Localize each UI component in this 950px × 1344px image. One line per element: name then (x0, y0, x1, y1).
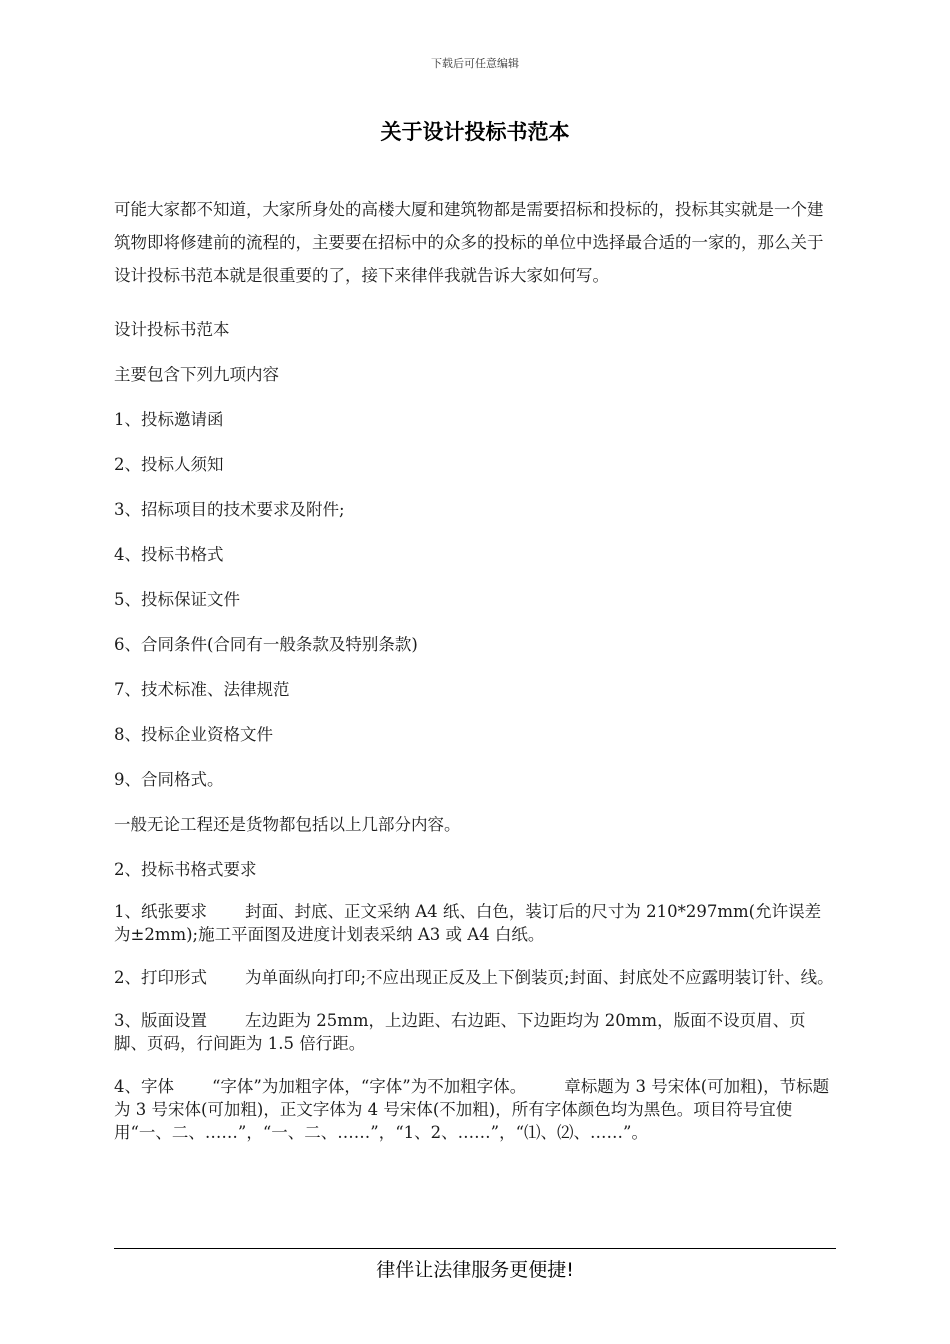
footer-divider (114, 1248, 836, 1249)
document-title: 关于设计投标书范本 (380, 120, 570, 144)
requirement-text-continued: 章标题为 3 号宋体(可加粗)，节标题为 3 号宋体(可加粗)，正文字体为 4 号宋体(不加粗)，所有字体颜色均为黑色。项目符号宜使用“一、二、……”，“一、二、……”，“1、2、……”，“⑴、⑵、……”。 (114, 1077, 830, 1142)
list-item: 6、合同条件(合同有一般条款及特别条款) (114, 635, 418, 654)
summary-line: 一般无论工程还是货物都包括以上几部分内容。 (114, 815, 461, 834)
list-item: 3、招标项目的技术要求及附件; (114, 500, 345, 519)
list-item: 7、技术标准、法律规范 (114, 680, 290, 699)
list-item: 5、投标保证文件 (114, 590, 240, 609)
page-header: 下载后可任意编辑 (431, 57, 519, 70)
requirement-label: 1、纸张要求 (114, 902, 207, 921)
footer-slogan: 律伴让法律服务更便捷! (376, 1259, 574, 1281)
requirement-paper (114, 900, 834, 946)
list-item: 9、合同格式。 (114, 770, 224, 789)
requirement-label: 4、字体 (114, 1077, 174, 1096)
list-item: 1、投标邀请函 (114, 410, 224, 429)
requirement-font (114, 1075, 834, 1144)
section-title: 设计投标书范本 (114, 320, 230, 339)
requirement-print (114, 966, 834, 989)
requirement-label: 3、版面设置 (114, 1011, 207, 1030)
list-item: 8、投标企业资格文件 (114, 725, 273, 744)
list-item: 2、投标人须知 (114, 455, 224, 474)
document-body (114, 193, 834, 1144)
requirement-text: 为单面纵向打印;不应出现正反及上下倒装页;封面、封底处不应露明装订针、线。 (245, 968, 834, 987)
intro-paragraph: 可能大家都不知道，大家所身处的高楼大厦和建筑物都是需要招标和投标的，投标其实就是一个建筑物即将修建前的流程的，主要要在招标中的众多的投标的单位中选择最合适的一家的，那么关于设计投标书范本就是很重要的了，接下来律伴我就告诉大家如何写。 (114, 200, 824, 285)
requirement-text: “字体”为加粗字体，“字体”为不加粗字体。 (212, 1077, 527, 1096)
requirement-layout (114, 1009, 834, 1055)
requirement-text: 左边距为 25mm，上边距、右边距、下边距均为 20mm，版面不设页眉、页脚、页码，行间距为 1.5 倍行距。 (114, 1011, 806, 1053)
format-heading: 2、投标书格式要求 (114, 860, 257, 879)
requirement-label: 2、打印形式 (114, 968, 207, 987)
list-item: 4、投标书格式 (114, 545, 224, 564)
list-intro: 主要包含下列九项内容 (114, 365, 279, 384)
requirement-text: 封面、封底、正文采纳 A4 纸、白色，装订后的尺寸为 210*297mm(允许误差为±2mm);施工平面图及进度计划表采纳 A3 或 A4 白纸。 (114, 902, 822, 944)
